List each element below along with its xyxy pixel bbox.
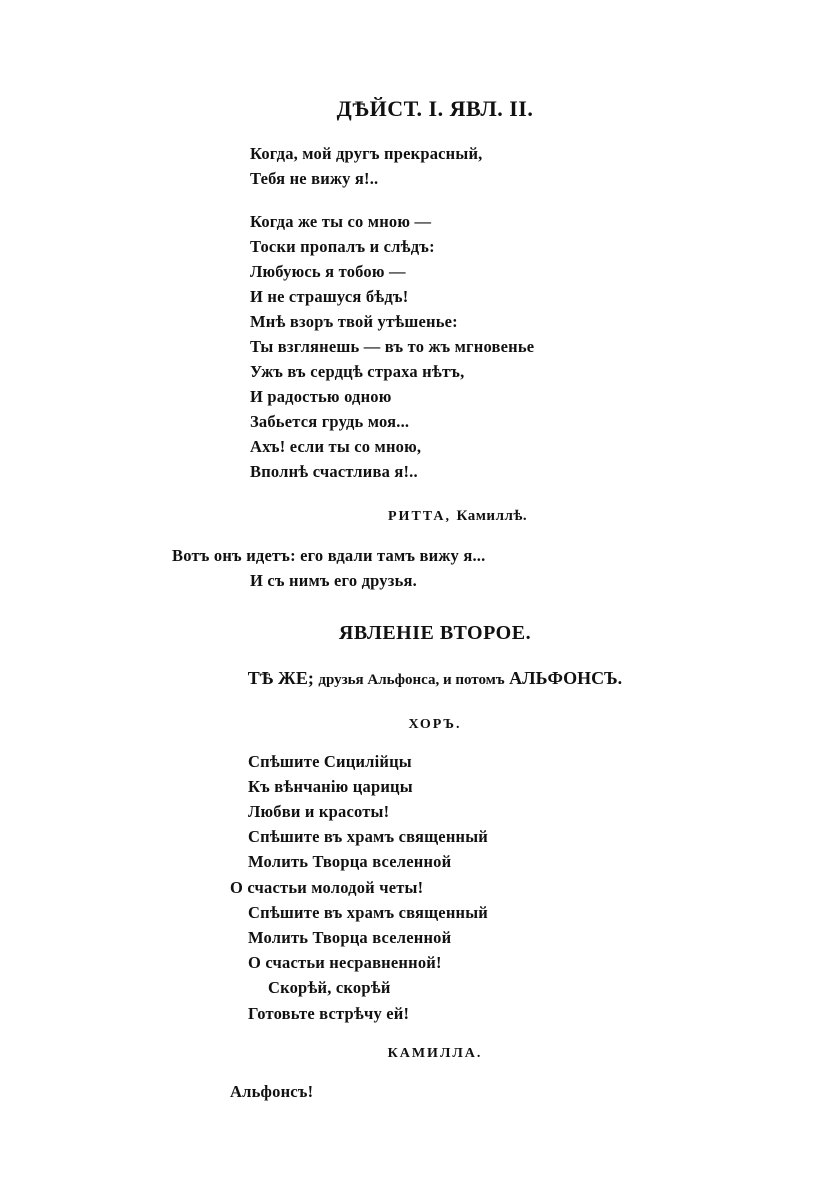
verse-line: Ты взглянешь — въ то жъ мгновенье (250, 337, 535, 356)
chorus-heading: ХОРЪ. (408, 717, 462, 732)
verse-line: И не страшуся бѣдъ! (250, 287, 409, 306)
chorus-line: Къ вѣнчанію царицы (248, 777, 413, 796)
chorus-line: Готовьте встрѣчу ей! (248, 1004, 410, 1023)
verse-line: Забьется грудь моя... (250, 412, 410, 431)
verse-line: Ахъ! если ты со мною, (250, 437, 422, 456)
chorus-line: Спѣшите въ храмъ священный (248, 903, 489, 922)
scene-title: ЯВЛЕНІЕ ВТОРОЕ. (338, 622, 532, 644)
chorus-line: Молить Творца вселенной (248, 852, 452, 871)
chorus-line: Скорѣй, скорѣй (268, 978, 391, 997)
verse-line: Тоски пропалъ и слѣдъ: (250, 237, 435, 256)
verse-line: Мнѣ взоръ твой утѣшенье: (250, 312, 458, 331)
chorus-line: Любви и красоты! (248, 802, 390, 821)
cast-line (0, 668, 840, 689)
cast-middle: друзья Альфонса, и потомъ (318, 672, 505, 688)
verse-line: Когда, мой другъ прекрасный, (250, 144, 483, 163)
verse-line: Тебя не вижу я!.. (250, 169, 379, 188)
speaker-heading (388, 508, 527, 525)
chorus-line: Молить Творца вселенной (248, 928, 452, 947)
dialogue-line: Альфонсъ! (230, 1082, 314, 1101)
dialogue-line: И съ нимъ его друзья. (250, 571, 417, 590)
verse-line: Когда же ты со мною — (250, 212, 432, 231)
verse-line: Ужъ въ сердцѣ страха нѣтъ, (250, 362, 465, 381)
cast-lead: ТѢ ЖЕ; (247, 668, 314, 688)
page-header: ДѢЙСТ. I. ЯВЛ. II. (336, 96, 534, 121)
speaker-heading: КАМИЛЛА. (387, 1046, 483, 1061)
speaker-addressee: Камиллѣ. (456, 508, 528, 524)
verse-line: И радостью одною (250, 387, 392, 406)
chorus-line: Спѣшите въ храмъ священный (248, 827, 489, 846)
chorus-line: Спѣшите Сицилійцы (248, 752, 412, 771)
speaker-name: РИТТА, (388, 509, 452, 524)
cast-name: АЛЬФОНСЪ. (509, 668, 623, 688)
chorus-line: О счастьи несравненной! (248, 953, 442, 972)
verse-line: Вполнѣ счастлива я!.. (250, 462, 418, 481)
chorus-line: О счастьи молодой четы! (230, 878, 424, 897)
dialogue-line: Вотъ онъ идетъ: его вдали тамъ вижу я... (172, 546, 486, 565)
verse-line: Любуюсь я тобою — (250, 262, 406, 281)
